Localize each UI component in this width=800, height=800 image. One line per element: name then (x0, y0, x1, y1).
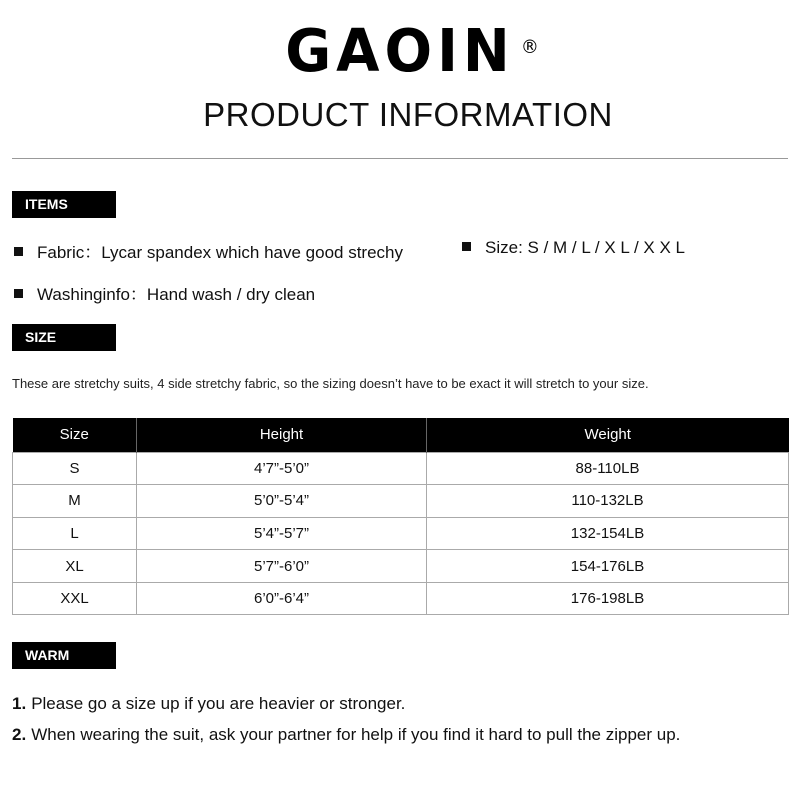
tip-item (12, 694, 405, 714)
brand-logo (285, 17, 539, 86)
section-label-warm-tips: WARM TIPS (12, 642, 116, 669)
cell-weight: 88-110LB (427, 452, 789, 485)
cell-size: S (13, 452, 137, 485)
item-size-text: Size: S / M / L / X L / X X L (485, 238, 685, 257)
cell-weight: 176-198LB (427, 582, 789, 615)
cell-size: XXL (13, 582, 137, 615)
cell-weight: 110-132LB (427, 485, 789, 518)
cell-height: 5’4”-5’7” (137, 517, 427, 550)
registered-mark: ® (520, 36, 539, 59)
cell-weight: 132-154LB (427, 517, 789, 550)
table-row (13, 452, 789, 485)
cell-height: 5’7”-6’0” (137, 550, 427, 583)
header-height: Height (137, 418, 427, 452)
tip-text: When wearing the suit, ask your partner for help if you find it hard to pull the zipper up. (31, 725, 681, 744)
size-note: These are stretchy suits, 4 side stretchy fabric, so the sizing doesn’t have to be exact it will stretch to your size. (12, 376, 649, 391)
brand-header (0, 17, 800, 86)
bullet-icon (14, 289, 23, 298)
cell-weight: 154-176LB (427, 550, 789, 583)
table-row (13, 485, 789, 518)
cell-height: 4’7”-5’0” (137, 452, 427, 485)
table-row (13, 550, 789, 583)
table-header-row (13, 418, 789, 452)
size-table (12, 418, 789, 615)
brand-name: GAOIN (285, 17, 515, 86)
header-weight: Weight (427, 418, 789, 452)
item-fabric (14, 238, 403, 263)
table-row (13, 582, 789, 615)
cell-size: XL (13, 550, 137, 583)
header-size: Size (13, 418, 137, 452)
cell-size: M (13, 485, 137, 518)
item-fabric-text: Fabric：Lycar spandex which have good strechy (37, 243, 403, 262)
cell-height: 6’0”-6’4” (137, 582, 427, 615)
table-row (13, 517, 789, 550)
item-size (462, 238, 685, 258)
tip-item (12, 725, 680, 745)
tip-number: 2. (12, 725, 27, 744)
bullet-icon (14, 247, 23, 256)
tip-text: Please go a size up if you are heavier or stronger. (31, 694, 406, 713)
cell-height: 5’0”-5’4” (137, 485, 427, 518)
cell-size: L (13, 517, 137, 550)
tip-number: 1. (12, 694, 27, 713)
bullet-icon (462, 242, 471, 251)
section-label-items-info: ITEMS INFO (12, 191, 116, 218)
section-label-size-chart: SIZE CHART (12, 324, 116, 351)
divider (12, 158, 788, 159)
item-washing (14, 280, 315, 305)
page-title: PRODUCT INFORMATION (203, 96, 613, 133)
item-washing-text: Washinginfo：Hand wash / dry clean (37, 285, 316, 304)
